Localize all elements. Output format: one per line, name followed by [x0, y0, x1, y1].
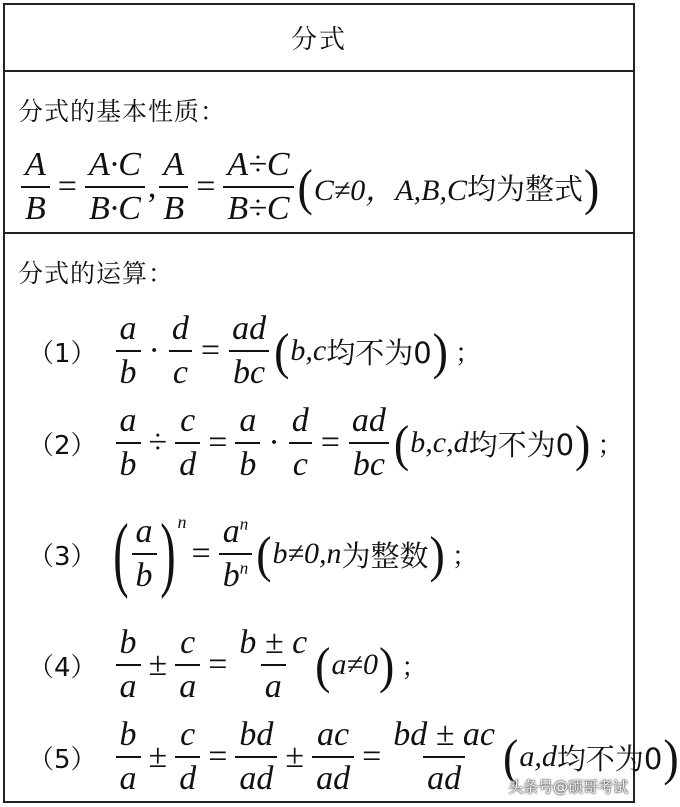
condition: ( b,c,d 均不为0 ) — [393, 414, 591, 472]
fraction: $\frac{A\div C}{B\div C}$ — [223, 148, 293, 226]
divider-section — [3, 232, 635, 234]
operations-heading: 分式的运算： — [18, 259, 175, 288]
basic-property-heading: 分式的基本性质： — [18, 97, 227, 126]
page-title: 分式 — [290, 24, 347, 55]
condition: ( b,c 均不为0 ) — [274, 322, 448, 380]
fraction: $\frac{A}{B}$ — [21, 148, 50, 226]
operation-4: （4） $\frac{b}{a}$ ± $\frac{c}{a}$ = $\frac{b \pm c}{a}$ ( a≠0 ) ； — [28, 624, 428, 705]
condition: ( C≠0，A,B,C 均为整式 ) — [297, 158, 600, 216]
fraction: $\frac{A}{B}$ — [159, 148, 188, 226]
condition: ( b≠0,n 为整数 ) — [256, 525, 445, 583]
basic-property-formula: $\frac{A}{B}$ = $\frac{A\cdot C}{B\cdot C}$ , $\frac{A}{B}$ = $\frac{A\div C}{B\div C}$ ( C≠0，A,B,C 均为整式 ) — [18, 148, 600, 226]
condition: ( a≠0 ) — [315, 636, 395, 694]
operation-2: （2） $\frac{a}{b}$ ÷ $\frac{c}{d}$ = $\frac{a}{b}$ · $\frac{d}{c}$ = $\frac{ad}{bc}$ ( b,c,d 均不为0 ) ； — [28, 402, 624, 483]
operation-5: （5） $\frac{b}{a}$ ± $\frac{c}{d}$ = $\frac{bd}{ad}$ ± $\frac{ac}{ad}$ = $\frac{bd \pm ac}{ad}$ ( a,d 均不为0 ) — [28, 716, 679, 797]
condition: ( a,d 均不为0 ) — [503, 728, 679, 786]
watermark-text: 头条号@硕哥考试 — [507, 778, 628, 796]
operation-1: （1） $\frac{a}{b}$ · $\frac{d}{c}$ = $\frac{ad}{bc}$ ( b,c 均不为0 ) ； — [28, 310, 482, 391]
operation-3: （3） ( $\frac{a}{b}$ ) n = $\frac{a^n}{b^n}$ ( b≠0,n 为整数 ) ； — [28, 507, 478, 600]
fraction: $\frac{A\cdot C}{B\cdot C}$ — [85, 148, 145, 226]
